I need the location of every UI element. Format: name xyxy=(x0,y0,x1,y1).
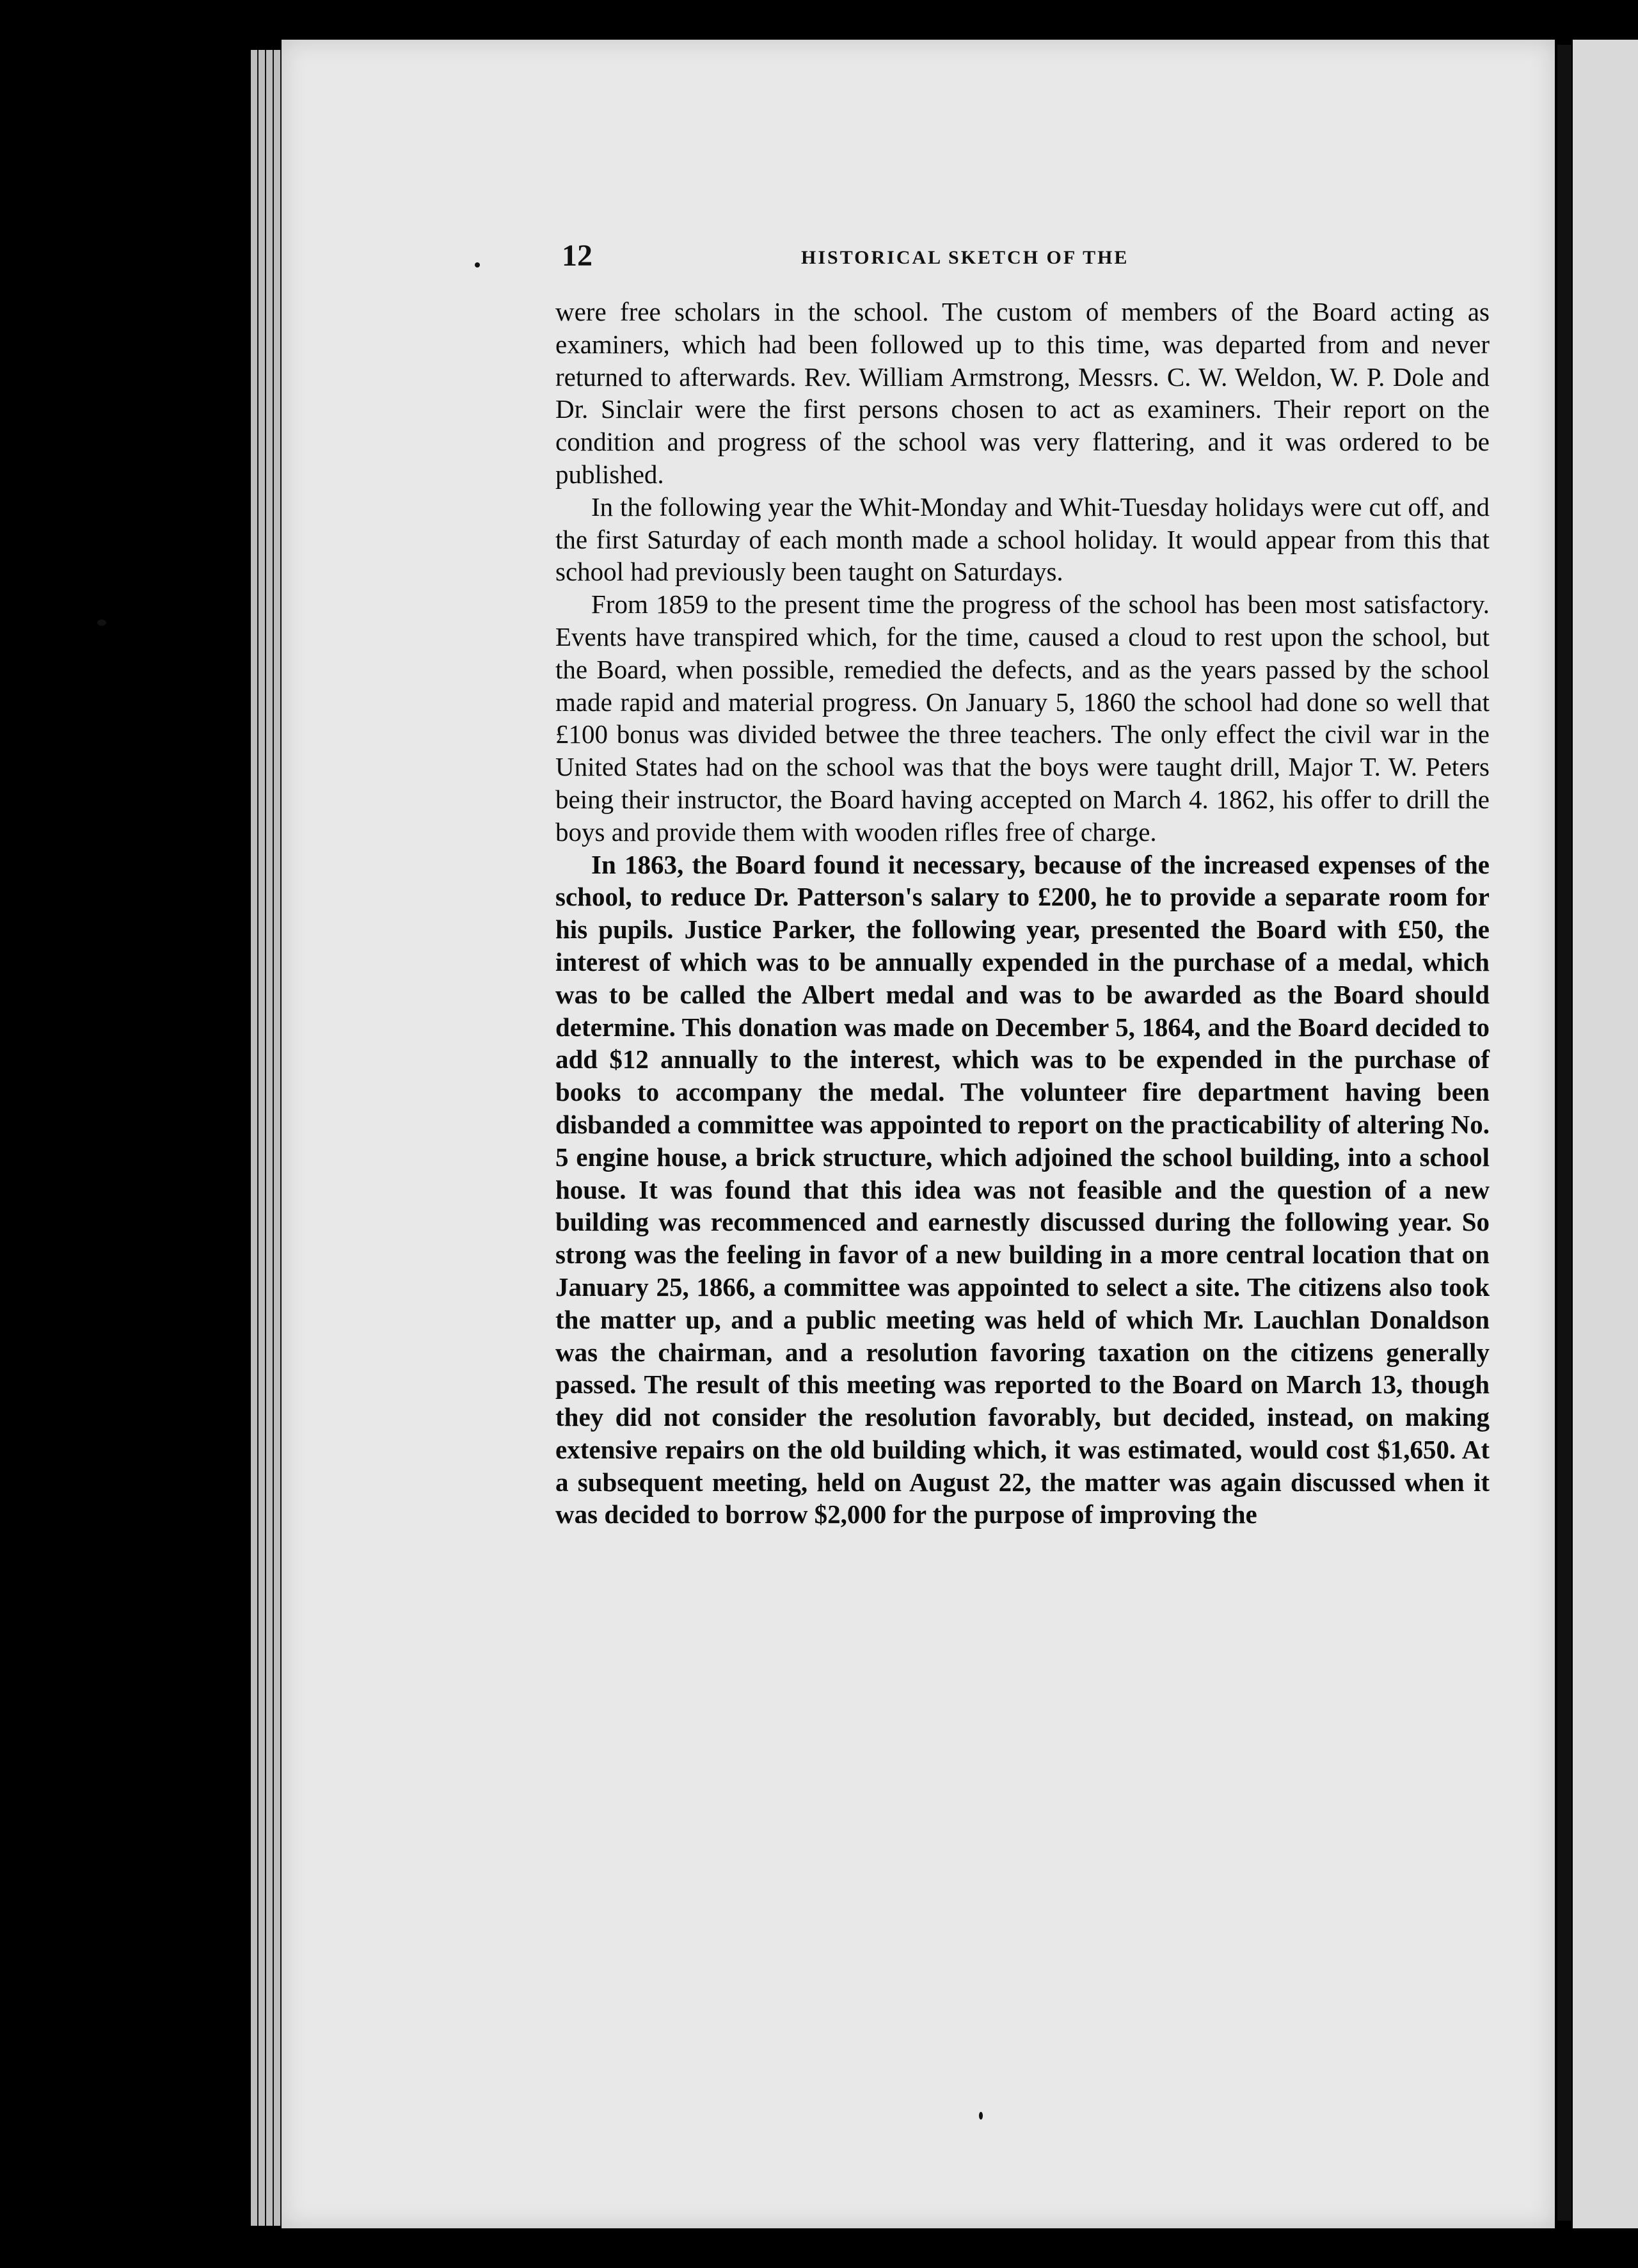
paragraph: In 1863, the Board found it necessary, because of the increased expenses of the school, to reduce Dr. Patterson's salary to £200, he to provide a separate room for his pupils. Justice Parker, the following year, presented the Board with £50, the interest of which was to be annually expended in the purchase of a medal, which was to be called the Albert medal and was to be awarded as the Board should determine. This donation was made on December 5, 1864, and the Board decided to add $12 annually to the interest, which was to be expended in the purchase of books to accompany the medal. The volunteer fire department having been disbanded a committee was appointed to report on the practicability of altering No. 5 engine house, a brick structure, which adjoined the school building, into a school house. It was found that this idea was not feasible and the question of a new building was recommenced and earnestly discussed during the following year. So strong was the feeling in favor of a new building in a more central location that on January 25, 1866, a committee was appointed to select a site. The citizens also took the matter up, and a public meeting was held of which Mr. Lauchlan Donaldson was the chairman, and a resolution favoring taxation on the citizens generally passed. The result of this meeting was reported to the Board on March 13, though they did not consider the resolution favorably, but decided, instead, on making extensive repairs on the old building which, it was estimated, would cost $1,650. At a subsequent meeting, held on August 22, the matter was again discussed when it was decided to borrow $2,000 for the purpose of improving the xyxy=(555,849,1490,1529)
page-edge xyxy=(274,50,282,2226)
book-gutter xyxy=(1557,45,1571,2221)
page-header xyxy=(562,238,1240,276)
running-head: HISTORICAL SKETCH OF THE xyxy=(801,247,1129,268)
scan-speck xyxy=(979,2112,983,2120)
paragraph: In the following year the Whit-Monday and Whit-Tuesday holidays were cut off, and the first Saturday of each month made a school holiday. It would appear from this that school had previously been taught on Saturdays. xyxy=(555,491,1490,587)
body-text xyxy=(555,296,1490,1531)
page-edge xyxy=(251,50,258,2226)
facing-page-edge xyxy=(1573,40,1638,2228)
paragraph: From 1859 to the present time the progress of the school has been most satisfactory. Events have transpired which, for the time, caused a cloud to rest upon the school, but the Board, when possible, remedied the defects, and as the years passed by the school made rapid and material progress. On January 5, 1860 the school had done so well that £100 bonus was divided betwee the three teachers. The only effect the civil war in the United States had on the school was that the boys were taught drill, Major T. W. Peters being their instructor, the Board having accepted on March 4. 1862, his offer to drill the boys and provide them with wooden rifles free of charge. xyxy=(555,589,1490,847)
paragraph: were free scholars in the school. The custom of members of the Board acting as examiners, which had been followed up to this time, was departed from and never returned to afterwards. Rev. William Armstrong, Messrs. C. W. Weldon, W. P. Dole and Dr. Sinclair were the first persons chosen to act as examiners. Their report on the condition and progress of the school was very flattering, and it was ordered to be published. xyxy=(555,297,1490,489)
page-edge xyxy=(258,50,266,2226)
page-number: 12 xyxy=(562,239,592,273)
page-edge xyxy=(266,50,274,2226)
scan-speck xyxy=(97,619,106,626)
scan-speck xyxy=(475,262,480,268)
